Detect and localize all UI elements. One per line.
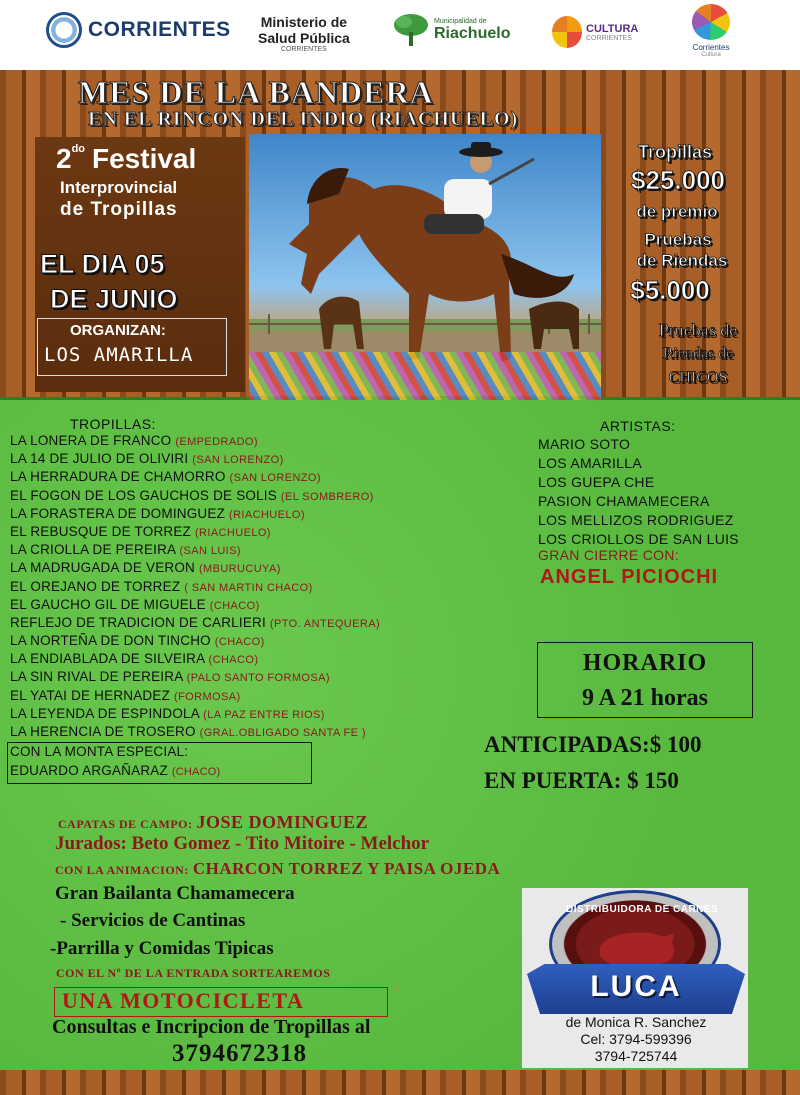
bailanta-line: Gran Bailanta Chamamecera <box>55 883 295 904</box>
list-item: LOS MELLIZOS RODRIGUEZ <box>538 512 734 528</box>
monta-especial-name: EDUARDO ARGAÑARAZ (CHACO) <box>10 763 221 778</box>
cultura-line2: CORRIENTES <box>586 34 632 42</box>
organizan-name: LOS AMARILLA <box>44 344 194 366</box>
festival-word: Festival <box>92 143 197 174</box>
list-item: EL REBUSQUE DE TORREZ (RIACHUELO) <box>10 523 271 539</box>
cultura-line1: CULTURA <box>586 22 639 35</box>
list-item: LA LEYENDA DE ESPINDOLA (LA PAZ ENTRE RIOS) <box>10 705 325 721</box>
animacion-line <box>55 859 500 879</box>
ministerio-salud-logo <box>258 14 350 53</box>
consultas-line: Consultas e Incripcion de Tropillas al <box>52 1016 371 1038</box>
list-item: LOS GUEPA CHE <box>538 474 655 490</box>
flower-icon <box>692 4 730 40</box>
list-item: LA HERENCIA DE TROSERO (GRAL.OBLIGADO SANTA FE ) <box>10 724 366 739</box>
salud-line2: Salud Pública <box>258 30 350 46</box>
sorteo-line: CON EL Nº DE LA ENTRADA SORTEAREMOS <box>56 966 331 980</box>
corrientes-label: CORRIENTES <box>88 18 231 41</box>
list-item: LA LONERA DE FRANCO (EMPEDRADO) <box>10 433 258 448</box>
horario-value: 9 A 21 horas <box>581 685 709 711</box>
animacion-label: CON LA ANIMACION: <box>55 863 189 877</box>
prize-line2: $25.000 <box>631 165 725 195</box>
list-item: EL OREJANO DE TORREZ ( SAN MARTIN CHACO) <box>10 578 313 594</box>
monta-especial-label: CON LA MONTA ESPECIAL: <box>10 744 189 759</box>
tropillas-list <box>10 433 380 742</box>
prize-line5: de Riendas <box>636 251 728 270</box>
festival-ordinal: do <box>71 143 86 155</box>
horario-label: HORARIO <box>582 650 708 676</box>
luca-name: LUCA <box>590 970 682 1003</box>
list-item: LA FORASTERA DE DOMINGUEZ (RIACHUELO) <box>10 505 305 521</box>
prize-line6: $5.000 <box>630 275 710 305</box>
corrientes2-line1: Corrientes <box>692 43 730 52</box>
tree-icon <box>392 12 430 48</box>
list-item: EL GAUCHO GIL DE MIGUELE (CHACO) <box>10 596 260 612</box>
animacion-name: CHARCON TORREZ Y PAISA OJEDA <box>192 859 501 878</box>
list-item: REFLEJO DE TRADICION DE CARLIERI (PTO. ANTEQUERA) <box>10 614 381 630</box>
artistas-heading: ARTISTAS: <box>600 418 676 434</box>
luca-phone2: 3794-725744 <box>594 1048 678 1064</box>
banner-subtitle: EN EL RINCON DEL INDIO (RIACHUELO) <box>88 108 519 130</box>
list-item: LA ENDIABLADA DE SILVEIRA (CHACO) <box>10 651 259 667</box>
festival-line2: Interprovincial <box>60 178 178 197</box>
riachuelo-line2: Riachuelo <box>434 24 511 42</box>
corrientes2-line2: Cultura <box>701 52 721 58</box>
list-item: LA HERRADURA DE CHAMORRO (SAN LORENZO) <box>10 469 321 485</box>
list-item: LA MADRUGADA DE VERON (MBURUCUYA) <box>10 560 281 576</box>
motocicleta-prize: UNA MOTOCICLETA <box>62 988 305 1013</box>
wood-footer <box>0 1070 800 1095</box>
list-item: LA NORTEÑA DE DON TINCHO (CHACO) <box>10 633 265 649</box>
festival-number: $2^{do}$ <box>56 143 86 174</box>
luca-owner: de Monica R. Sanchez <box>565 1014 707 1030</box>
cantinas-line: - Servicios de Cantinas <box>60 910 246 931</box>
salud-line1: Ministerio de <box>260 14 348 30</box>
prize-line7: Pruebas de <box>658 320 738 340</box>
contact-phone: 3794672318 <box>172 1040 307 1067</box>
riachuelo-logo <box>392 12 510 48</box>
price-advance: ANTICIPADAS:$ 100 <box>484 732 702 757</box>
price-door: EN PUERTA: $ 150 <box>484 768 679 793</box>
list-item: LA SIN RIVAL DE PEREIRA (PALO SANTO FORMOSA) <box>10 669 330 685</box>
corrientes-logo <box>46 12 231 48</box>
corrientes-cultura-logo <box>692 4 730 58</box>
banner-title: MES DE LA BANDERA <box>78 74 434 110</box>
prize-line9: CHICOS <box>668 369 728 386</box>
list-item: LOS CRIOLLOS DE SAN LUIS <box>538 531 739 547</box>
jurados-line: Jurados: Beto Gomez - Tito Mitoire - Melchor <box>55 833 430 854</box>
date-line2: DE JUNIO <box>50 284 178 314</box>
cierre-artist: ANGEL PICIOCHI <box>540 566 719 588</box>
riachuelo-line1: Municipalidad de <box>434 17 487 25</box>
tropillas-heading: TROPILLAS: <box>70 416 156 432</box>
luca-phone1: Cel: 3794-599396 <box>580 1031 692 1047</box>
capatas-line <box>58 812 368 833</box>
date-line1: EL DIA 05 <box>40 249 165 279</box>
capatas-name: JOSE DOMINGUEZ <box>196 812 369 832</box>
list-item: MARIO SOTO <box>538 436 631 452</box>
salud-line3: CORRIENTES <box>280 46 327 53</box>
cierre-label: GRAN CIERRE CON: <box>538 547 679 563</box>
artistas-list <box>538 436 739 550</box>
confetti-strip <box>249 352 601 402</box>
festival-line3: de Tropillas <box>60 199 178 220</box>
list-item: PASION CHAMAMECERA <box>538 493 710 509</box>
list-item: EL YATAI DE HERNADEZ (FORMOSA) <box>10 687 241 703</box>
list-item: LOS AMARILLA <box>538 455 642 471</box>
organizan-label: ORGANIZAN: <box>70 322 166 339</box>
prize-line8: Riendas de <box>662 345 734 362</box>
cultura-logo <box>552 16 638 48</box>
prize-line1: Tropillas <box>637 142 713 162</box>
list-item: LA 14 DE JULIO DE OLIVIRI (SAN LORENZO) <box>10 451 284 467</box>
luca-arc-text: DISTRIBUIDORA DE CARNES <box>566 904 719 915</box>
province-seal-icon <box>46 12 82 48</box>
list-item: EL FOGON DE LOS GAUCHOS DE SOLIS (EL SOMBRERO) <box>10 487 374 503</box>
sponsor-bar <box>0 0 800 70</box>
capatas-label: CAPATAS DE CAMPO: <box>58 817 193 831</box>
cultura-mark-icon <box>552 16 582 48</box>
prize-line4: Pruebas <box>644 230 712 249</box>
prize-line3: de premio <box>636 202 718 221</box>
parrilla-line: -Parrilla y Comidas Tipicas <box>50 938 274 959</box>
list-item: LA CRIOLLA DE PEREIRA (SAN LUIS) <box>10 542 241 558</box>
